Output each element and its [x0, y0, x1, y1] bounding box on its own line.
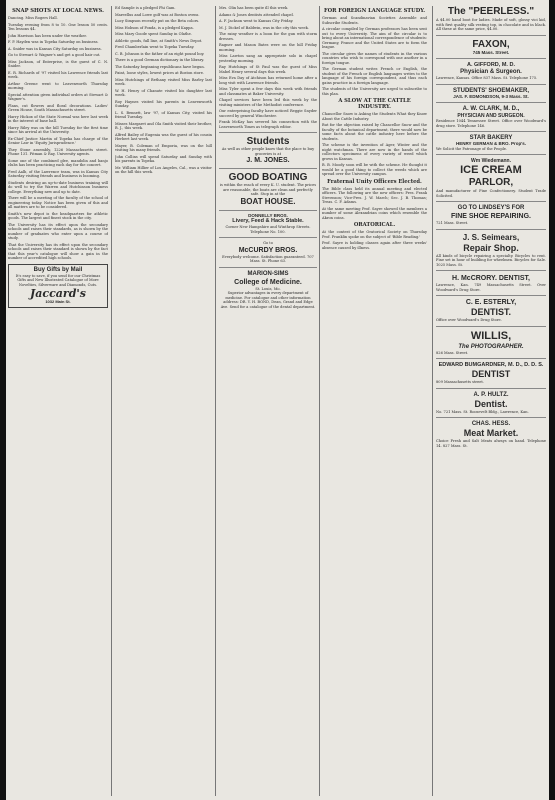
ad-mccurdy-title: McCURDY BROS. [238, 246, 298, 254]
ad-star-bakery-body: We Solicit the Patronage of the People. [436, 146, 508, 151]
item-20: Mr. William Hillier of Los Angeles, Cal., was a visitor on the hill this week. [115, 165, 212, 174]
notice-university: The University has its effect upon the secondary schools and raises their standards, as is shown by the number of graduates who enter upon a course of study. [8, 222, 108, 240]
notice-students: Fred Aalb, of the Lawrence team, was in Kansas City Saturday visiting friends and business is booming. [8, 169, 108, 178]
item-9: Miss Eva Day of Atchison has returned home after a long visit with Lawrence friends. [219, 76, 317, 85]
ad-peerless-body: A $4.00 hand boot for ladies. Made of soft, glossy vici kid, with first quality silk vesting top, in chocolate and in black. All these at the same price, $4.00. [436, 18, 546, 31]
notice-johnson: Go to Stewart & Wagner's and get a good hair cut. [8, 53, 101, 57]
notice-snider: F. P. Hayden was in Topeka Saturday on business. [8, 40, 99, 44]
ad-students-body: As well as other people know that the place to buy groceries is at [221, 147, 315, 156]
ad-mccurdy-body: Everybody welcome. Satisfaction guaranteed. 707 Mass. St. Phone 63. [222, 254, 314, 263]
notice-history: Harry Hickox of the State Normal was here last week in the interest of base ball. [8, 114, 108, 123]
item-16: Misses Margaret and Ola Smith visited their brother, B. J., this week. [115, 121, 212, 130]
notice-thompson: Ex-Chief Justice Martin of Topeka has charge of the Senior Law in 'Equity Jurisprudence.' [8, 136, 108, 145]
ad-students [219, 136, 317, 165]
ad-faxon-addr: 745 Mass. Street. [472, 49, 510, 55]
ad-esterly: C. E. ESTERLY, [465, 299, 517, 306]
headline-fraternal: Fraternal Unity Officers Elected. [327, 178, 422, 185]
ad-lindseys: GO TO LINDSEY'S FOR [457, 205, 525, 211]
ad-ice-cream: ICE CREAM [460, 164, 522, 176]
notice-club: They Stone assembly, 1226 Massachusetts street. Phone 131. Pitman & Ray, University agents. [8, 147, 108, 156]
notice-special: Special attention given individual orders at Stewart & Wagner's. [8, 92, 108, 101]
ad-shoemaker-body: JAS. F. EDMONDSON, 9-3 Mass. St. [453, 93, 529, 99]
divider [436, 295, 546, 296]
ad-marion-sims-body: Superior advantages in every department of medicine. For catalogue and other information address: DR. Y. H. BOND, Dean, Grand and Edge Ave. Send for a catalogue of the dental department. [220, 291, 316, 309]
divider [436, 229, 546, 230]
notice-arthur: Arthur Greene went to Leavenworth Thursday morning. [8, 81, 108, 90]
item-4: Miss Hobson of Fonda, is a pledged Kappa. [115, 25, 194, 30]
item-2: A circular compiled by German professors has been sent out to every University. The aim of the circular is to bring about an international correspondence of students: Germany, France and the United States are to form the league. [322, 27, 427, 49]
item-3: A. F. Jackson went to Kansas City Friday. [219, 19, 294, 23]
ad-seimears: J. S. Seimears, [462, 232, 520, 242]
ad-boating [219, 172, 317, 207]
item-6: Chancellor Snow is Asking the Students What they Know About the Cattle Industry. [322, 112, 427, 121]
item-11: Chapel services have been led this week by the visiting ministers of the Methodist conference. [219, 98, 317, 107]
ad-dentist-3: Dentist. [474, 398, 508, 409]
notice-plans: Plans, cut flowers and floral decorations. Ladies' Green House, South Massachusetts street. [8, 103, 108, 112]
ad-peerless-title: The "PEERLESS." [447, 6, 535, 17]
jaccards-logo: Jaccard's [30, 287, 86, 300]
ad-repair-shop: Repair Shop. [463, 242, 519, 253]
item-1: Mrs. Olin has been quite ill this week. [219, 6, 289, 10]
column-rule [319, 6, 320, 796]
notice-dancing: Dancing. Miss Rogers Hall. [8, 16, 58, 20]
item-1: German and Scandinavian Societies Assemble and Subscribe Students. [322, 16, 427, 25]
item-8: The scheme is the invention of Ager, Winter and the night watchman. There are now in the hands of the collectors specimens of every variety of weed which grows in Kansas. [322, 143, 427, 161]
ad-marion-sims-title: MARION-SIMS [247, 270, 289, 277]
divider [436, 270, 546, 271]
item-5: The students of the University are urged to subscribe to this plan. [322, 87, 427, 96]
ad-willis: WILLIS, [470, 329, 512, 342]
ad-photographer: The PHOTOGRAPHER. [458, 343, 524, 350]
notice-tuesday: Tuesday evening from 8 to 10. One lesson 50 cents. Ten lessons $4. [8, 22, 108, 31]
divider [436, 358, 546, 359]
item-6: Athletic goods, full line, at Smith's News Depot. [115, 38, 203, 43]
item-5: Miss Mary Goode spent Sunday in Olathe. [115, 32, 192, 36]
column-2 [115, 6, 212, 796]
column-4 [322, 6, 427, 796]
item-11: At the same meeting Prof. Sayre showed the members a number of some Alexandrian coins which resemble the Akron coins. [322, 206, 427, 220]
item-12: Miss Hutchings of Bethany visited Miss Barley last week. [115, 77, 212, 86]
ad-jones: J. M. JONES. [246, 157, 290, 164]
divider [436, 58, 546, 59]
divider [436, 154, 546, 155]
ad-ice-cream-body: And manufacturer of Fine Confectionery. Student Trade Solicited. [436, 189, 546, 198]
item-3: Lucy Simpson recently put on the Beta colors. [115, 19, 200, 23]
divider [436, 326, 546, 327]
ad-star-bakery-names: HENRY GERMAN & BRO. Prop's. [455, 141, 527, 146]
ad-donnelly [219, 214, 317, 235]
divider [219, 210, 317, 211]
ad-parlor: PARLOR, [468, 177, 514, 188]
item-13: Frank McKay has severed his connection with the Leavenworth Times as telegraph editor. [219, 120, 317, 129]
item-10: Miss Tyler spent a few days this week with friends and classmates at Baker University. [219, 87, 317, 96]
ad-mccurdy [219, 241, 317, 264]
divider [219, 267, 317, 268]
headline-oratorical: ORATORICAL. [353, 222, 396, 228]
ad-marion-sims-college: College of Medicine. [234, 278, 302, 286]
ad-donnelly-title: DONNELLY BROS. [248, 212, 288, 218]
notice-that: That the University has its effect upon the secondary schools and raises their standard is shown by the fact that this year's catalogue will show a gain in the number of accredited high schools. [8, 242, 108, 260]
ad-shoe-repairing: FINE SHOE REPAIRING. [451, 213, 531, 220]
item-6: Ragner and Mason Bates were on the hill Friday morning. [219, 43, 317, 52]
ad-repair-body: All kinds of bicycle repairing a specialty. Bicycles to rent. Fine set in hour of building for wheelmen. Bicycles for Sale. 1025 Mass. St. [436, 253, 546, 267]
notice-smith: Smith's new depot is the headquarters for athletic goods. The largest and finest stock in the city. [8, 211, 108, 220]
notice-wagner: A. Snider was in Kansas City Saturday on business. [8, 46, 102, 51]
column-rule [432, 6, 433, 796]
notice-students-meeting: Students desiring an up-to-date business training will do well to try the Warren and Hutchinson business college. Everything new and up to date. [8, 180, 108, 194]
item-10: The Saturday beginning republicans have begun. [115, 64, 205, 69]
item-7: Miss Lawton sang an appropriate solo in chapel yesterday morning. [219, 54, 317, 63]
column-3 [219, 6, 317, 796]
ad-buy-gifts-title: Buy Gifts by Mail [33, 266, 83, 273]
divider [436, 84, 546, 85]
ad-shoemaker-title: STUDENTS' SHOEMAKER, [452, 87, 530, 94]
ad-meat-market: Meat Market. [463, 428, 519, 438]
ad-lindsey-addr: 721 Mass. Street. [436, 221, 469, 225]
ad-clark-body: Residence 1044 Tennessee Street. Office over Woodward's drug store. Telephone 146. [436, 119, 546, 128]
divider [436, 201, 546, 202]
item-12: At the contest of the Oratorical Society on Thursday Prof. Franklin spoke on the subject of 'Bible Reading.' [322, 230, 427, 239]
headline-snap-shots: SNAP SHOTS AT LOCAL NEWS. [12, 8, 104, 14]
ad-hess: CHAS. HESS. [471, 421, 511, 427]
ad-mccurdy-pre: Go to [263, 241, 273, 245]
scan-border-left [0, 0, 6, 800]
item-3: The circular gives the names of students in the various countries who wish to correspond with one another in a foreign tongue. [322, 51, 427, 65]
jaccards-address: 1032 Main St. [45, 299, 71, 304]
divider [436, 417, 546, 418]
item-13: Prof. Sayre is holding classes again after three weeks' absence caused by illness. [322, 241, 427, 250]
column-5 [436, 6, 546, 796]
column-rule [215, 6, 216, 796]
ad-boating-body: is within the reach of every K. U. student. The prices are reasonable, the boats are clean and perfectly safe. Stop in at the [219, 183, 317, 196]
item-1: Ed Sample is a pledged Phi Gam. [115, 6, 176, 10]
ad-esterly-body: Office over Woodward's Drug Store. [436, 318, 502, 322]
ad-dentist-2: DENTIST [471, 369, 511, 379]
item-4: The German student writes French or English, the student of the French or English languages writes to the language of his foreign correspondent, and thus each gains practice in a foreign language. [322, 67, 427, 85]
divider [436, 131, 546, 132]
ad-marion-sims-city: St. Louis, Mo. [255, 286, 281, 291]
ad-clark-sub: PHYSICIAN AND SURGEON. [457, 113, 525, 119]
ad-faxon-title: FAXON, [472, 38, 510, 50]
ad-boating-title: GOOD BOATING [228, 172, 308, 183]
notice-engineer: There will be a meeting of the faculty of the school of engineering today. Notice has been given of this and all matters are to be considered. [8, 196, 108, 209]
notice-lincoln: John Harrison has been under the weather. [8, 33, 87, 38]
item-2: Adams & Jones dentists attended chapel. [219, 12, 294, 17]
column-1 [8, 6, 108, 796]
item-14: Roy Haynes visited his parents in Leavenworth Sunday. [115, 99, 212, 108]
ad-dentist: DENTIST. [470, 307, 511, 317]
divider [436, 102, 546, 103]
item-4: M. J. Dickel of Baldwin, was in the city this week. [219, 25, 309, 30]
item-17: Alfred Bailey of Eugenia was the guest of his cousin Herbert last week. [115, 132, 212, 141]
ad-gifford-sub: Physician & Surgeon. [460, 69, 522, 75]
item-13: W. H. Henry of Chanute visited his daughter last week. [115, 88, 212, 97]
ad-wiedemann: Wm Wiedemann. [471, 158, 511, 164]
item-10: The Bible class held its annual meeting and elected officers. The following are the new officers: Pres. Frank Stevenson; Vice-Pres. J. W. March; Sec. J. B. Thomas; Treas. C. F. Adams. [322, 186, 427, 204]
divider [219, 237, 317, 238]
ad-willis-addr: 826 Mass. Street. [436, 350, 469, 355]
item-7: Fred Chamberlain went to Topeka Tuesday. [115, 45, 195, 49]
ad-star-bakery: STAR BAKERY [469, 135, 513, 141]
divider [219, 168, 317, 169]
ad-students-title: Students [246, 136, 290, 147]
item-2: Mareellus and Lowe golf was at Boston ovens. [115, 12, 200, 17]
ad-hultz: A. P. HULTZ. [473, 391, 509, 398]
ad-bumgardner-addr: 809 Massachusetts street. [436, 380, 484, 384]
ad-hultz-addr: No. 721 Mass. St. Roosevelt Bldg., Lawrence, Kan. [436, 409, 529, 414]
ad-marion-sims [219, 271, 317, 310]
item-15: L. S. Bennett, law '97, of Kansas City, visited his friend Tuesday. [115, 110, 212, 119]
item-18: Mayer, B. Coleman of Emporia, was on the hill visiting his many friends. [115, 143, 212, 152]
notice-beta: Harry Riley was on the hill Tuesday for the first time since his arrival at the University. [8, 125, 108, 134]
item-5: The rainy weather is a boon for the gun with storm dresses. [219, 32, 317, 41]
column-rule [111, 6, 112, 796]
headline-slow-at-cattle: A SLOW AT THE CATTLE INDUSTRY. [338, 98, 411, 110]
divider [219, 132, 317, 133]
item-19: John Collins will spend Saturday and Sunday with his parents in Topeka. [115, 154, 212, 163]
ad-boat-house: BOAT HOUSE. [240, 196, 296, 206]
ad-bumgardner: EDWARD BUMGARDNER, M. D., D. D. S. [438, 362, 544, 368]
ad-mccrory-body: Lawrence, Kan. 749 Massachusetts Street. Over Woodward's Drug Store. [436, 283, 546, 292]
notice-reception: Miss Jackson, of Enterprise, is the guest of C. N. Snider. [8, 59, 108, 68]
ad-buy-gifts-body: It's easy to save, if you send for our Christmas Gifts and New Illustrated Catalogue of More Novelties, Silverware and Diamonds, Cuts. [15, 273, 101, 287]
notice-harris: E. R. Richards of '97 visited his Lawrence friends last week. [8, 70, 108, 79]
notice-plans-library: Some one of the combined glee, mandolin and banjo clubs has been practicing each day for the concert. [8, 158, 108, 167]
ad-gifford-title: A. GIFFORD, M. D. [467, 62, 515, 68]
item-7: But for the objection raised by Chancellor Snow and the faculty of the botanical department, there would now be some facts about the cattle industry here before the students. [322, 123, 427, 141]
item-12: Our enterprising faculty have noticed Reggie Snyder succeed by general Winchester. [219, 109, 317, 118]
ad-donnelly-sub: Livery, Feed & Hack Stable. [232, 218, 304, 224]
item-11: Paint, loose styles, lowest prices at Boston store. [115, 71, 205, 75]
ad-meat-body: Choice Fresh and Salt Meats always on hand. Telephone 14. 827 Mass. St. [436, 439, 546, 448]
ad-gifford-body: Lawrence, Kansas. Office 837 Mass. St. Telephone 175. [436, 76, 538, 80]
item-9: B. B. Moody soon will be with the scheme. He thought it would be a good thing to collect the weeds which are spread over the University campus. [322, 163, 427, 176]
item-8: C. B. Johnson is the father of an eight pound boy. [115, 51, 205, 56]
item-8: Ray Hutchings of St Paul was the guest of Miss Mabel Henry several days this week. [219, 65, 317, 74]
ad-clark-title: A. W. CLARK, M. D., [462, 106, 520, 112]
item-9: There is a good German dictionary in the library. [115, 58, 205, 62]
divider [436, 388, 546, 389]
scan-border-right [549, 0, 555, 800]
ad-mccrory: H. McCRORY. DENTIST, [452, 275, 530, 282]
ad-buy-gifts [8, 264, 108, 308]
ad-donnelly-addr: Corner New Hampshire and Winthrop Streets. Telephone No. 100. [225, 225, 311, 234]
headline-foreign-language: FOR FOREIGN LANGUAGE STUDY. [323, 8, 426, 14]
divider [436, 35, 546, 36]
